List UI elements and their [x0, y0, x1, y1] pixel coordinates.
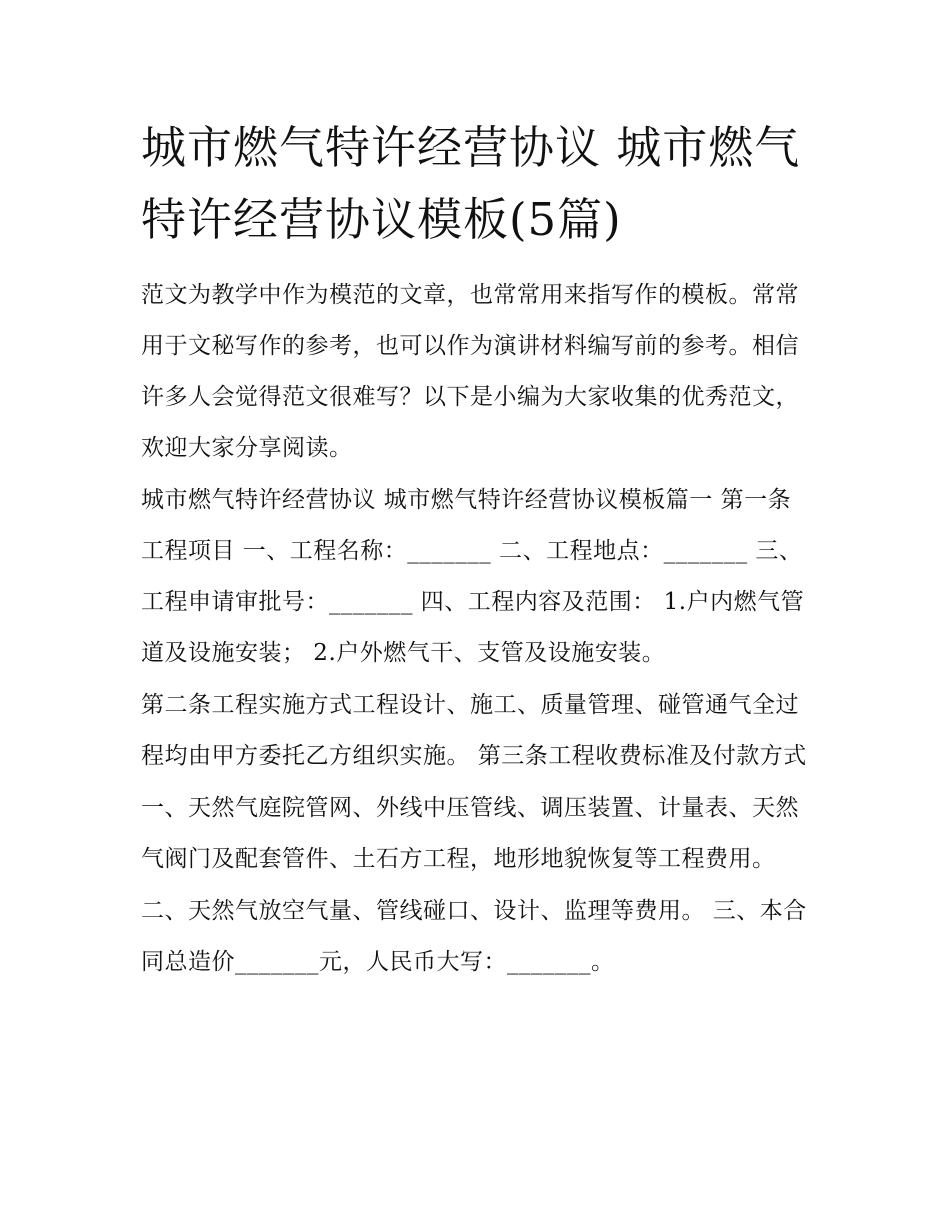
document-body	[141, 112, 813, 989]
document-title: 城市燃气特许经营协议 城市燃气特许经营协议模板(5篇)	[141, 121, 801, 246]
fee-item-one-paragraph: 一、天然气庭院管网、外线中压管线、调压装置、计量表、天然气阀门及配套管件、土石方工程，地形地貌恢复等工程费用。	[141, 795, 799, 872]
article-two-three-paragraph: 第二条工程实施方式工程设计、施工、质量管理、碰管通气全过程均由甲方委托乙方组织实施。 第三条工程收费标准及付款方式	[141, 692, 807, 769]
fee-item-two-three-paragraph: 二、天然气放空气量、管线碰口、设计、监理等费用。 三、本合同总造价_______元，人民币大写：_______。	[141, 898, 807, 975]
intro-paragraph: 范文为教学中作为模范的文章，也常常用来指写作的模板。常常用于文秘写作的参考，也可以作为演讲材料编写前的参考。相信许多人会觉得范文很难写？以下是小编为大家收集的优秀范文，欢迎大家分享阅读。	[141, 282, 799, 461]
article-one-paragraph: 城市燃气特许经营协议 城市燃气特许经营协议模板篇一 第一条工程项目 一、工程名称：_______ 二、工程地点：_______ 三、工程申请审批号：_______ 四、工程内容及范围： 1.户内燃气管道及设施安装； 2.户外燃气干、支管及设施安装。	[141, 487, 805, 666]
